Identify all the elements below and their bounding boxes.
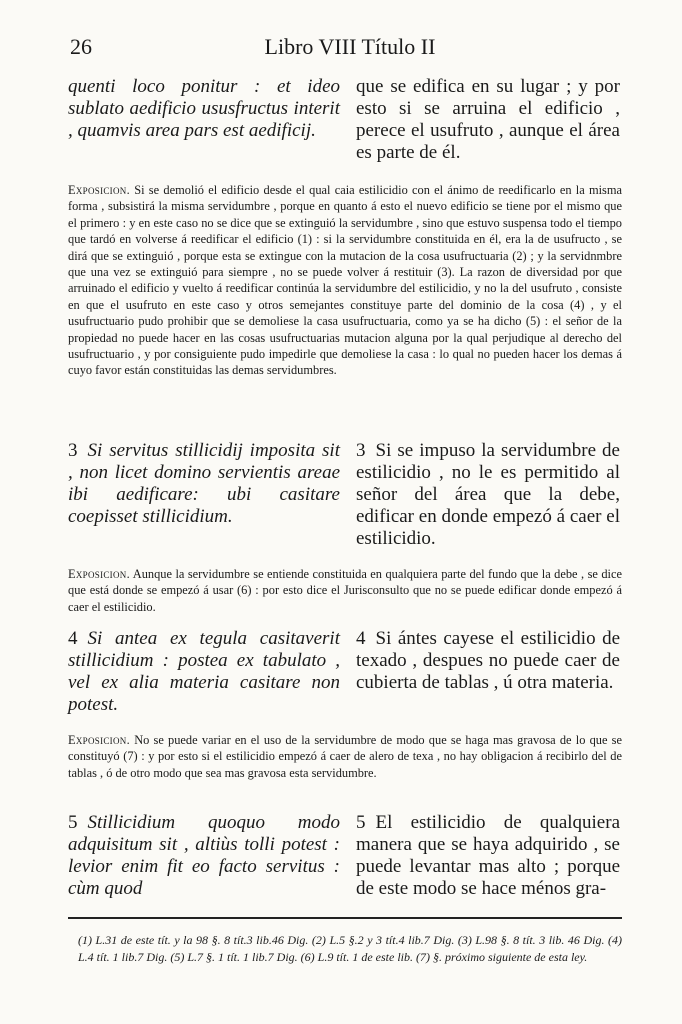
page-title: Libro VIII Título II <box>264 34 436 59</box>
latin-text <box>68 440 340 528</box>
page-number: 26 <box>70 34 92 59</box>
paragraph-number: 3 <box>68 440 78 461</box>
exposicion-label: Exposicion. <box>68 567 130 581</box>
paragraph-number: 4 <box>68 628 78 649</box>
exposicion-text: Aunque la servidumbre se entiende constituida en qualquiera parte del fundo que la debe , se dice que está donde se empezó á usar (6) : por esto dice el Jurisconsulto que no se puede edificar donde empezó á caer el estilicidio. <box>68 567 622 614</box>
section-1 <box>68 76 620 168</box>
spanish-body: Si ántes cayese el estilicidio de texado , despues no puede caer de cubierta de tablas , ú otra materia. <box>356 628 620 693</box>
spanish-text <box>356 440 620 550</box>
exposicion-text: No se puede variar en el uso de la servidumbre de modo que se haga mas gravosa de lo que se constituyó (7) : y por esto si el estilicidio empezó á caer de alero de texa , no hay obligacion á recibirlo del de tablas , ó de otro modo que sea mas gravosa esta servidumbre. <box>68 733 622 780</box>
exposicion-label: Exposicion. <box>68 183 130 197</box>
spanish-body: El estilicidio de qualquiera manera que se haya adquirido , se puede levantar mas alto ; porque de este modo se hace ménos gra- <box>356 812 620 899</box>
section-4 <box>68 628 620 718</box>
latin-text: quenti loco ponitur : et ideo sublato aedificio ususfructus interit , quamvis area pars est aedificij. <box>68 76 340 141</box>
latin-text <box>68 628 340 716</box>
footnote-divider <box>68 917 622 919</box>
spanish-text <box>356 812 620 900</box>
latin-text <box>68 812 340 900</box>
spanish-body: Si se impuso la servidumbre de estilicidio , no le es permitido al señor del área que la debe, edificar en donde empezó á caer el estilicidio. <box>356 440 620 549</box>
latin-body: Stillicidium quoquo modo adquisitum sit , altiùs tolli potest : levior enim fit eo facto servitus : cùm quod <box>68 812 340 899</box>
paragraph-number: 5 <box>356 812 366 833</box>
exposicion-label: Exposicion. <box>68 733 130 747</box>
spanish-text: que se edifica en su lugar ; y por esto si se arruina el edificio , perece el usufruto , aunque el área es parte de él. <box>356 76 620 163</box>
footnotes: (1) L.31 de este tít. y la 98 §. 8 tít.3 lib.46 Dig. (2) L.5 §.2 y 3 tít.4 lib.7 Dig. (3) L.98 §. 8 tít. 3 lib. 46 Dig. (4) L.4 tít. 1 lib.7 Dig. (5) L.7 §. 1 tít. 1 lib.7 Dig. (6) L.9 tít. 1 de este lib. (7) §. próximo siguiente de esta ley. <box>78 933 622 964</box>
exposicion-1 <box>68 182 622 379</box>
exposicion-4 <box>68 732 622 781</box>
running-header <box>70 34 630 64</box>
exposicion-text: Si se demolió el edificio desde el qual caia estilicidio con el ánimo de reedificarlo en la misma forma , subsistirá la misma servidumbre , porque en quanto á esto el nuevo edificio se tiene por el mismo que el primero : y en este caso no se dice que se extinguió la servidumbre , sino que estuvo suspensa todo el tiempo que tardó en volverse á reedificar el edificio (1) : si la servidumbre constituida en él, era la de usufructo , se dirá que se extinguió , porque esta se extingue con la mutacion de la cosa usufructuaria (2) ; y la servidnmbre que una vez se extinguió para siempre , no se puede volver á restituir (3). La razon de diversidad por que arruinado el edificio y vuelto á reedificar continúa la servidumbre del estilicidio, y no la del usufruto , consiste en que el usufruto en este caso y otros semejantes constituye parte del dominio de la cosa (4) , y el usufructuario pudo prohibir que se demoliese la casa usufructuaria, como ya se ha dicho (5) : el señor de la propiedad no puede hacer en las cosas usufructuarias mutacion alguna por la qual perjudique al derecho del usufructuario , y por consiguiente pudo impedirle que demoliese la casa : lo qual no pueden hacer los demas á cuyo favor están constituidas las demas servidumbres. <box>68 183 622 378</box>
spanish-text <box>356 628 620 694</box>
exposicion-3 <box>68 566 622 615</box>
latin-body: Si servitus stillicidij imposita sit , non licet domino servientis areae ibi aedificare: ubi casitare coepisset stillicidium. <box>68 440 340 527</box>
section-3 <box>68 440 620 550</box>
section-5 <box>68 812 620 904</box>
paragraph-number: 3 <box>356 440 366 461</box>
paragraph-number: 5 <box>68 812 78 833</box>
paragraph-number: 4 <box>356 628 366 649</box>
latin-body: Si antea ex tegula casitaverit stillicidium : postea ex tabulato , vel ex alia materia casitare non potest. <box>68 628 340 715</box>
